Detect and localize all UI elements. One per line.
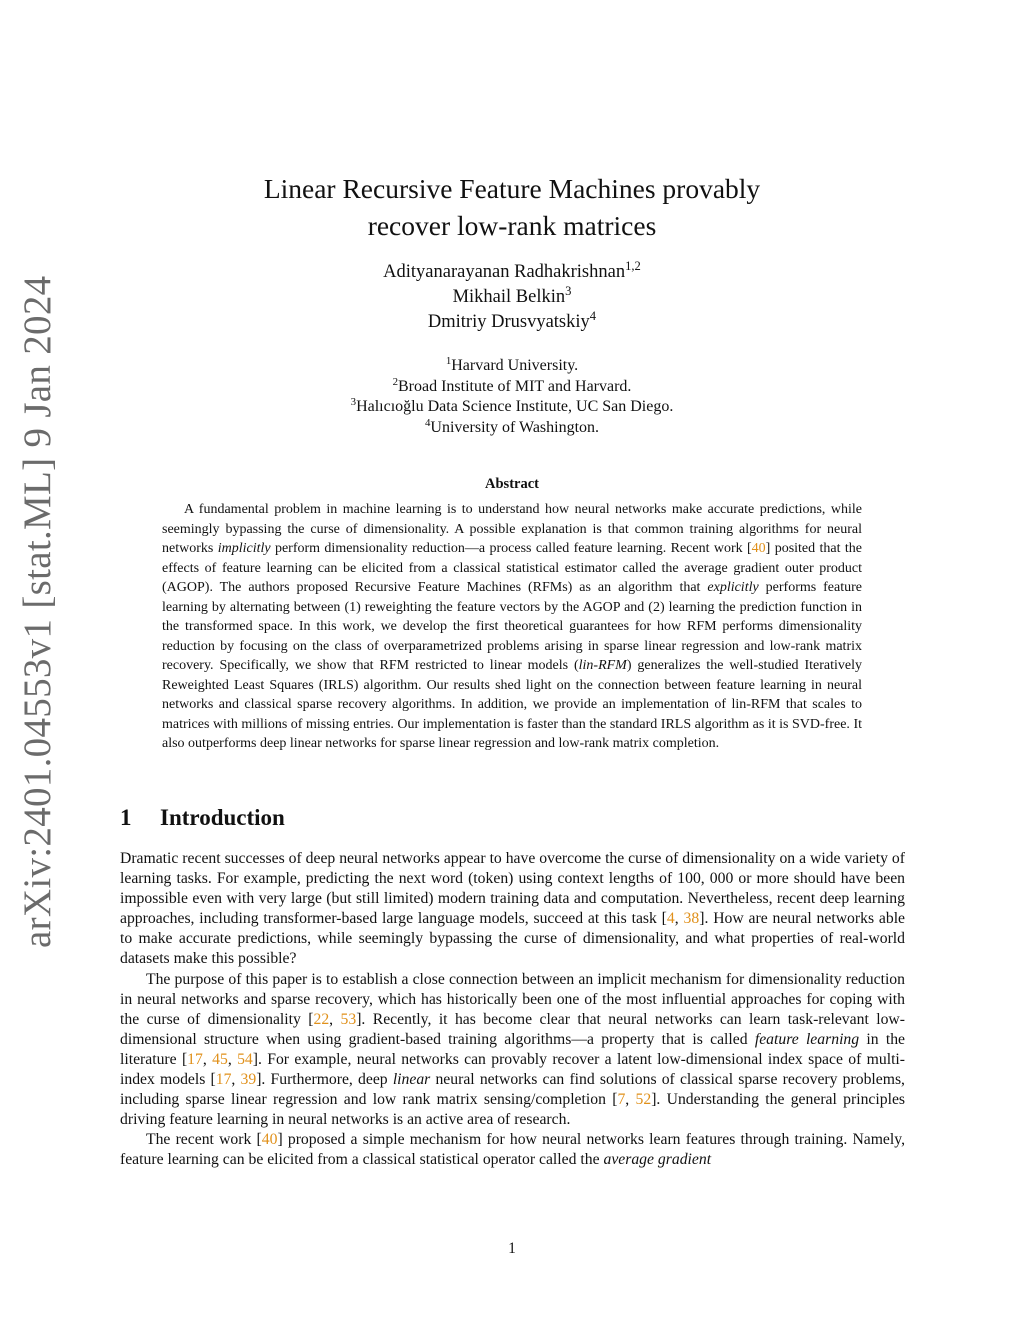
citation-link[interactable]: 53: [340, 1010, 357, 1028]
emphasis: explicitly: [707, 580, 759, 595]
author: [180, 310, 844, 335]
affil-text: Halıcıoğlu Data Science Institute, UC San Diego.: [356, 398, 674, 415]
affiliation: [180, 397, 844, 418]
citation-link[interactable]: 4: [666, 910, 675, 928]
affiliation-list: [180, 356, 844, 438]
citation-link[interactable]: 52: [635, 1091, 652, 1109]
emphasis: linear: [392, 1071, 431, 1089]
intro-text: [120, 849, 905, 1171]
affil-text: University of Washington.: [430, 418, 600, 436]
paper-title: [180, 170, 844, 244]
author: [180, 285, 844, 310]
paragraph: The recent work [40] proposed a simple mechanism for how neural networks learn features through training. Namely, feature learning can be elicited from a classical statistical operator called the average gradient: [120, 1131, 905, 1169]
emphasis: average gradient: [603, 1151, 712, 1169]
title-line-2: recover low-rank matrices: [367, 210, 657, 241]
emphasis: implicitly: [217, 541, 271, 556]
affil-mark: 3: [350, 396, 357, 409]
affiliation: [180, 377, 844, 398]
author-list: [180, 260, 844, 335]
affil-text: Harvard University.: [451, 357, 579, 374]
citation-link[interactable]: 39: [240, 1071, 257, 1089]
citation-link[interactable]: 54: [237, 1050, 253, 1068]
affil-mark: 4: [424, 416, 431, 429]
affil-text: Broad Institute of MIT and Harvard.: [398, 377, 632, 395]
affiliation: [180, 356, 844, 377]
author: [180, 260, 844, 285]
section-title: Introduction: [160, 805, 285, 830]
page-number: 1: [508, 1240, 516, 1257]
author-affil-mark: 4: [589, 309, 597, 324]
citation-link[interactable]: 40: [751, 541, 766, 556]
title-line-1: Linear Recursive Feature Machines provably: [263, 173, 761, 204]
author-name: Mikhail Belkin: [452, 287, 566, 307]
affil-mark: 2: [392, 375, 398, 388]
author-affil-mark: 1,2: [625, 259, 641, 274]
arxiv-stamp: arXiv:2401.04553v1 [stat.ML] 9 Jan 2024: [16, 275, 59, 948]
citation-link[interactable]: 22: [313, 1010, 330, 1028]
author-name: Adityanarayanan Radhakrishnan: [383, 262, 626, 282]
section-heading: [120, 805, 285, 831]
citation-link[interactable]: 45: [212, 1050, 228, 1068]
citation-link[interactable]: 40: [261, 1131, 278, 1149]
affil-mark: 1: [445, 355, 452, 368]
author-affil-mark: 3: [565, 284, 572, 299]
citation-link[interactable]: 38: [683, 910, 700, 928]
affiliation: [180, 418, 844, 439]
author-name: Dmitriy Drusvyatskiy: [427, 312, 590, 332]
paragraph: The purpose of this paper is to establish a close connection between an implicit mechanism for dimensionality reduction in neural networks and sparse recovery, which has historically been one of the most influential approaches for coping with the curse of dimensionality [22, 53]. Recently, it has become clear that neural networks can learn task-relevant low-dimensional structure when using gradient-based training algorithms—a property that is called feature learning in the literature [17, 45, 54]. For example, neural networks can provably recover a latent low-dimensional index space of multi-index models [17, 39]. Furthermore, deep linear neural networks can find solutions of classical sparse recovery problems, including sparse linear regression and low rank matrix sensing/completion [7, 52]. Understanding the general principles driving feature learning in neural networks is an active area of research.: [120, 970, 906, 1129]
abstract-heading: Abstract: [485, 476, 539, 492]
abstract-body: A fundamental problem in machine learning is to understand how neural networks make accurate predictions, while seemingly bypassing the curse of dimensionality. A possible explanation is that common training algorithms for neural networks implicitly perform dimensionality reduction—a process called feature learning. Recent work [40] posited that the effects of feature learning can be elicited from a classical statistical estimator called the average gradient outer product (AGOP). The authors proposed Recursive Feature Machines (RFMs) as an algorithm that explicitly performs feature learning by alternating between (1) reweighting the feature vectors by the AGOP and (2) learning the prediction function in the transformed space. In this work, we develop the first theoretical guarantees for how RFM performs dimensionality reduction by focusing on the class of overparametrized problems arising in sparse linear regression and low-rank matrix recovery. Specifically, we show that RFM restricted to linear models (lin-RFM) generalizes the well-studied Iteratively Reweighted Least Squares (IRLS) algorithm. Our results shed light on the connection between feature learning in neural networks and classical sparse recovery algorithms. In addition, we provide an implementation of lin-RFM that scales to matrices with millions of missing entries. Our implementation is faster than the standard IRLS algorithm as it is SVD-free. It also outperforms deep linear networks for sparse linear regression and low-rank matrix completion.: [162, 502, 862, 751]
emphasis: feature learning: [754, 1030, 860, 1048]
section-number: 1: [120, 805, 132, 830]
citation-link[interactable]: 7: [617, 1091, 626, 1109]
paragraph: Dramatic recent successes of deep neural networks appear to have overcome the curse of dimensionality on a wide variety of learning tasks. For example, predicting the next word (token) using context lengths of 100, 000 or more should have been impossible even with very large (but still limited) modern training data and computation. Nevertheless, recent deep learning approaches, including transformer-based large language models, succeed at this task [4, 38]. How are neural networks able to make accurate predictions, while seemingly bypassing the curse of dimensionality, and what properties of real-world datasets make this possible?: [120, 850, 906, 968]
citation-link[interactable]: 17: [215, 1071, 232, 1089]
citation-link[interactable]: 17: [187, 1050, 203, 1068]
emphasis: lin-RFM: [578, 658, 627, 673]
